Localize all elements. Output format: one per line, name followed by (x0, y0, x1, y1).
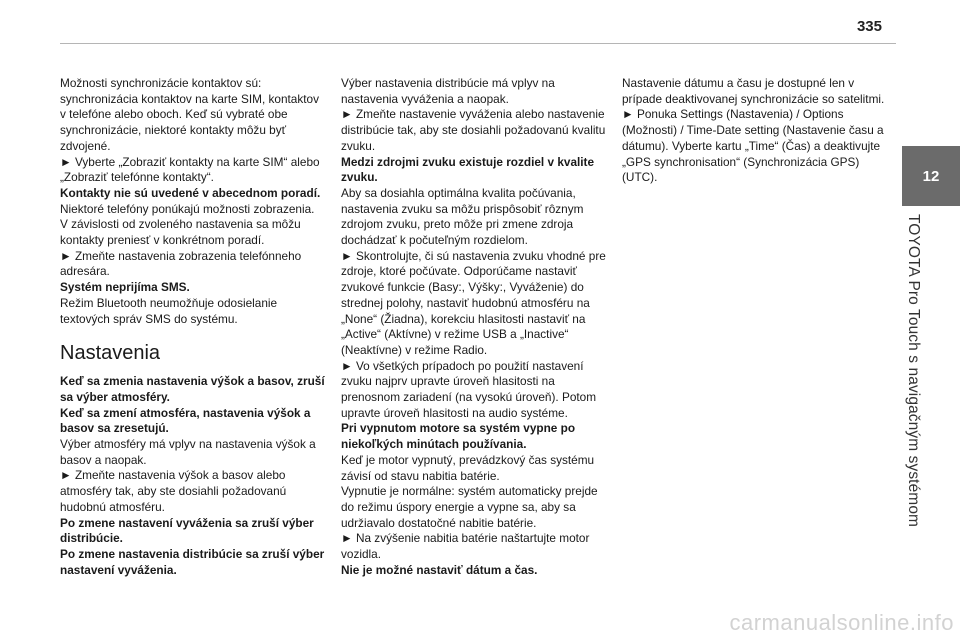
paragraph: ► Na zvýšenie nabitia batérie naštartujte motor vozidla. (341, 531, 590, 562)
question-heading: Keď sa zmení atmosféra, nastavenia výšok a basov sa zresetujú. (60, 405, 311, 436)
paragraph: ► Zmeňte nastavenia výšok a basov alebo atmosféry tak, aby ste dosiahli požadovanú hudobnú atmosféru. (60, 468, 287, 514)
chapter-title: TOYOTA Pro Touch s navigačným systémom (905, 214, 922, 528)
paragraph: Režim Bluetooth neumožňuje odosielanie textových správ SMS do systému. (60, 295, 278, 326)
paragraph: ► Vo všetkých prípadoch po použití nastavení zvuku najprv upravte úroveň hlasitosti na prenosnom zariadení (na vysokú úroveň). Potom upravte úroveň hlasitosti na audio systéme. (341, 358, 597, 420)
paragraph: ► Vyberte „Zobraziť kontakty na karte SIM“ alebo „Zobraziť telefónne kontakty“. (60, 154, 320, 185)
question-heading: Systém neprijíma SMS. (60, 280, 190, 295)
page-number: 335 (856, 18, 882, 35)
question-heading: Nie je možné nastaviť dátum a čas. (341, 562, 538, 577)
question-heading: Po zmene nastavenia distribúcie sa zruší výber nastavení vyváženia. (60, 546, 325, 577)
paragraph: ► Zmeňte nastavenia zobrazenia telefónneho adresára. (60, 248, 302, 279)
header-divider (60, 43, 896, 44)
text-column-2 (341, 76, 606, 579)
question-heading: Po zmene nastavení vyváženia sa zruší výber distribúcie. (60, 515, 314, 546)
question-heading: Keď sa zmenia nastavenia výšok a basov, zruší sa výber atmosféry. (60, 374, 325, 404)
paragraph: ► Skontrolujte, či sú nastavenia zvuku vhodné pre zdroje, ktoré počúvate. Odporúčame nastaviť zvukové funkcie (Basy:, Výšky:, Vyváženie) do strednej polohy, nastaviť hudobnú atmosféru na „None“ (Žiadna), korekciu hlasitosti nastaviť na „Active“ (Aktívne) v režime USB a „Inactive“ (Neaktívne) v režime Radio. (341, 248, 606, 357)
chapter-badge[interactable]: 12 (902, 146, 960, 206)
text-column-3 (622, 76, 887, 186)
paragraph: Nastavenie dátumu a času je dostupné len v prípade deaktivovanej synchronizácie so satelitmi. (622, 76, 885, 106)
watermark: carmanualsonline.info (729, 610, 954, 635)
question-heading: Kontakty nie sú uvedené v abecednom poradí. (60, 185, 321, 200)
paragraph: ► Ponuka Settings (Nastavenia) / Options (Možnosti) / Time-Date setting (Nastavenie času a dátumu). Vyberte kartu „Time“ (Čas) a deaktivujte „GPS synchronisation“ (Synchronizácia GPS) (UTC). (622, 107, 884, 185)
question-heading: Pri vypnutom motore sa systém vypne po niekoľkých minútach používania. (341, 421, 576, 452)
paragraph: Niektoré telefóny ponúkajú možnosti zobrazenia. V závislosti od zvoleného nastavenia sa môžu kontakty preniesť v konkrétnom poradí. (60, 201, 315, 248)
text-column-1 (60, 76, 325, 578)
question-heading: Medzi zdrojmi zvuku existuje rozdiel v kvalite zvuku. (341, 154, 595, 185)
paragraph: Keď je motor vypnutý, prevádzkový čas systému závisí od stavu nabitia batérie. (341, 452, 595, 483)
paragraph: Aby sa dosiahla optimálna kvalita počúvania, nastavenia zvuku sa môžu prispôsobiť rôznym zdrojom zvuku, preto môže pri zmene zdroja dochádzať k počuteľným rozdielom. (341, 185, 584, 248)
paragraph: Výber atmosféry má vplyv na nastavenia výšok a basov a naopak. (60, 437, 316, 467)
paragraph: Vypnutie je normálne: systém automaticky prejde do režimu úspory energie a vypne sa, aby sa udržiavalo dostatočné nabitie batérie. (341, 484, 598, 530)
paragraph: Výber nastavenia distribúcie má vplyv na nastavenia vyváženia a naopak. (341, 76, 555, 106)
paragraph: ► Zmeňte nastavenie vyváženia alebo nastavenie distribúcie tak, aby ste dosiahli požadovanú kvalitu zvuku. (341, 107, 606, 153)
section-heading: Nastavenia (60, 342, 161, 365)
paragraph: Možnosti synchronizácie kontaktov sú: synchronizácia kontaktov na karte SIM, kontaktov v telefóne alebo oboch. Keď sú vybraté obe synchronizácie, niektoré kontakty môžu byť zdvojené. (60, 76, 320, 153)
